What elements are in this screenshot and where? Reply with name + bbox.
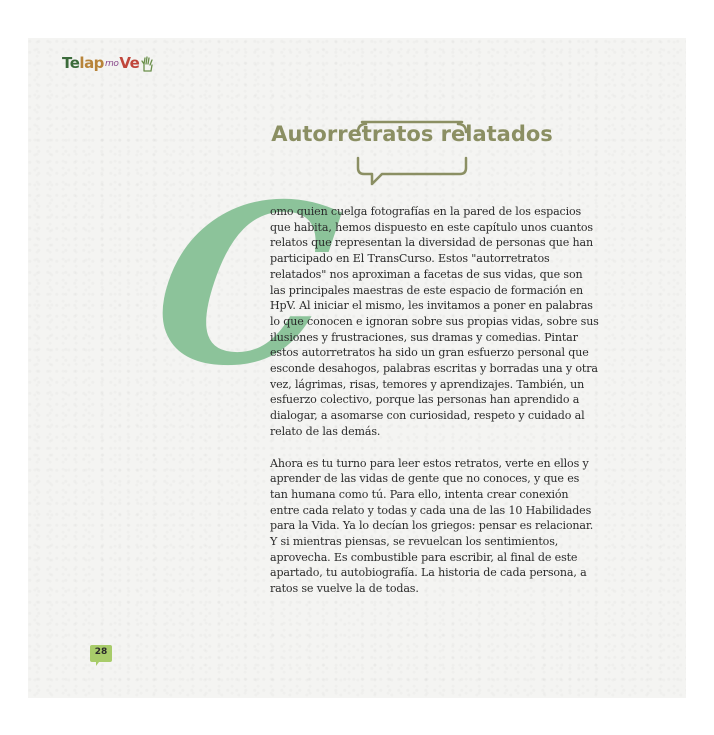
paragraph-2: Ahora es tu turno para leer estos retratos, verte en ellos y aprender de las vidas de gente que no conoces, y que es tan humana como tú. Para ello, intenta crear conexión entre cada relato y todas y cada una de las 10 Habilidades para la Vida. Ya lo decían los griegos: pensar es relacionar. Y si mientras piensas, se revuelcan los sentimientos, aprovecha. Es combustible para escribir, al final de este apartado, tu autobiografía. La historia de cada persona, a ratos se vuelve la de todas. xyxy=(270,456,594,596)
logo-part-1: Te xyxy=(62,54,80,72)
logo xyxy=(62,50,155,72)
logo-part-2: lap xyxy=(79,54,104,72)
logo-part-4: Ve xyxy=(119,54,140,72)
hand-icon xyxy=(141,56,155,72)
drop-cap xyxy=(140,156,352,415)
body-text xyxy=(270,204,600,597)
page-number-badge xyxy=(89,644,113,664)
drop-cap-letter: C xyxy=(140,156,352,415)
paragraph-1: omo quien cuelga fotografías en la pared de los espacios que habita, hemos dispuesto en este capítulo unos cuantos relatos que representan la diversidad de personas que han participado en El TransCurso. Estos "autorretratos relatados" nos aproximan a facetas de sus vidas, que son las principales maestras de este espacio de formación en HpV. Al iniciar el mismo, les invitamos a poner en palabras lo que conocen e ignoran sobre sus propias vidas, sobre sus ilusiones y frustraciones, sus dramas y comedias. Pintar estos autorretratos ha sido un gran esfuerzo personal que esconde desahogos, palabras escritas y borradas una y otra vez, lágrimas, risas, temores y aprendizajes. También, un esfuerzo colectivo, porque las personas han aprendido a dialogar, a asomarse con curiosidad, respeto y cuidado al relato de las demás. xyxy=(270,205,599,438)
page-number: 28 xyxy=(94,647,108,657)
page-title: Autorretratos relatados xyxy=(271,122,553,146)
logo-part-3: rno xyxy=(104,59,119,69)
